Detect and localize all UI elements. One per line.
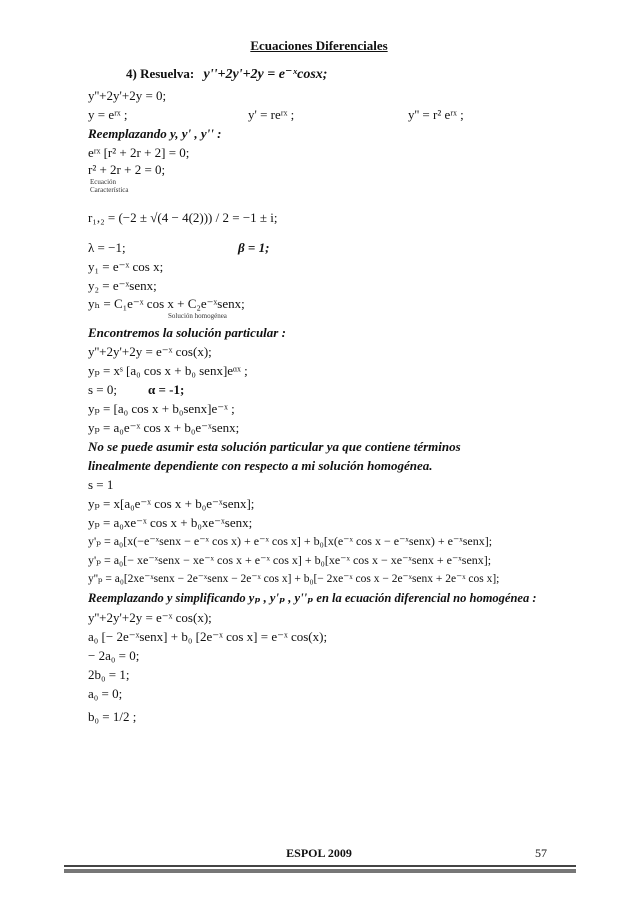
equation-line: r₁,₂ = (−2 ± √(4 − 4(2))) / 2 = −1 ± i;: [88, 210, 278, 225]
equation-part: β = 1;: [238, 240, 270, 255]
section-heading: Reemplazando y, y' , y'' :: [88, 126, 222, 141]
footer-rule: [64, 869, 576, 873]
equation-line: yₚ = a₀e⁻ˣ cos x + b₀e⁻ˣsenx;: [88, 420, 240, 435]
equation-line: yₚ = x[a₀e⁻ˣ cos x + b₀e⁻ˣsenx];: [88, 496, 255, 511]
problem-label: 4) Resuelva:: [126, 66, 195, 81]
problem-equation: y''+2y'+2y = e⁻ˣcosx;: [203, 67, 328, 82]
equation-line: y'ₚ = a₀[− xe⁻ˣsenx − xe⁻ˣ cos x + e⁻ˣ cos x] + b₀[xe⁻ˣ cos x − xe⁻ˣsenx + e⁻ˣsenx];: [88, 553, 492, 567]
document-body: [88, 62, 558, 731]
equation-line: r² + 2r + 2 = 0;: [88, 162, 166, 177]
paragraph-line: No se puede asumir esta solución particular ya que contiene términos: [88, 439, 461, 454]
equation-line: [88, 105, 558, 124]
equation-line: yₕ = C₁e⁻ˣ cos x + C₂e⁻ˣsenx;: [88, 296, 245, 311]
equation-part: α = -1;: [148, 382, 185, 397]
equation-line: y₂ = e⁻ˣsenx;: [88, 278, 157, 293]
equation-line: yₚ = [a₀ cos x + b₀senx]e⁻ˣ ;: [88, 401, 235, 416]
equation-part: λ = −1;: [88, 240, 126, 255]
equation-line: s = 1: [88, 477, 114, 492]
problem-statement: [88, 62, 558, 86]
equation-line: y''ₚ = a₀[2xe⁻ˣsenx − 2e⁻ˣsenx − 2e⁻ˣ cos x] + b₀[− 2xe⁻ˣ cos x − 2e⁻ˣsenx + 2e⁻ˣ cos x];: [88, 573, 500, 585]
equation-line: − 2a₀ = 0;: [88, 648, 140, 663]
equation-part: y' = reʳˣ ;: [248, 107, 295, 122]
equation-line: b₀ = 1/2 ;: [88, 709, 137, 724]
equation-line: yₚ = a₀xe⁻ˣ cos x + b₀xe⁻ˣsenx;: [88, 515, 253, 530]
equation-line: yₚ = xˢ [a₀ cos x + b₀ senx]eᵅˣ ;: [88, 363, 248, 378]
section-heading: Encontremos la solución particular :: [88, 325, 286, 340]
equation-part: y'' = r² eʳˣ ;: [408, 107, 464, 122]
equation-line: y₁ = e⁻ˣ cos x;: [88, 259, 164, 274]
page-header-title: Ecuaciones Diferenciales: [250, 38, 388, 53]
equation-annotation: Solución homogénea: [168, 312, 227, 320]
equation-annotation: Característica: [90, 186, 129, 194]
equation-line: [88, 380, 558, 399]
equation-line: y'ₚ = a₀[x(−e⁻ˣsenx − e⁻ˣ cos x) + e⁻ˣ cos x] + b₀[x(e⁻ˣ cos x − e⁻ˣsenx) + e⁻ˣsenx];: [88, 534, 493, 548]
page-number: 57: [535, 846, 547, 860]
equation-line: y''+2y'+2y = 0;: [88, 88, 167, 103]
equation-annotation: Ecuación: [90, 178, 117, 186]
footer-title: ESPOL 2009: [286, 846, 352, 860]
paragraph-line: linealmente dependiente con respecto a mi solución homogénea.: [88, 458, 433, 473]
section-heading: Reemplazando y simplificando yₚ , y'ₚ , y''ₚ en la ecuación diferencial no homogénea :: [88, 591, 537, 605]
equation-part: s = 0;: [88, 382, 118, 397]
equation-line: y''+2y'+2y = e⁻ˣ cos(x);: [88, 344, 212, 359]
equation-line: eʳˣ [r² + 2r + 2] = 0;: [88, 145, 190, 160]
footer-rule: [64, 865, 576, 867]
equation-line: 2b₀ = 1;: [88, 667, 130, 682]
equation-line: a₀ [− 2e⁻ˣsenx] + b₀ [2e⁻ˣ cos x] = e⁻ˣ cos(x);: [88, 629, 328, 644]
equation-line: y''+2y'+2y = e⁻ˣ cos(x);: [88, 610, 212, 625]
equation-line: a₀ = 0;: [88, 686, 123, 701]
equation-part: y = eʳˣ ;: [88, 107, 128, 122]
equation-line: [88, 238, 558, 257]
